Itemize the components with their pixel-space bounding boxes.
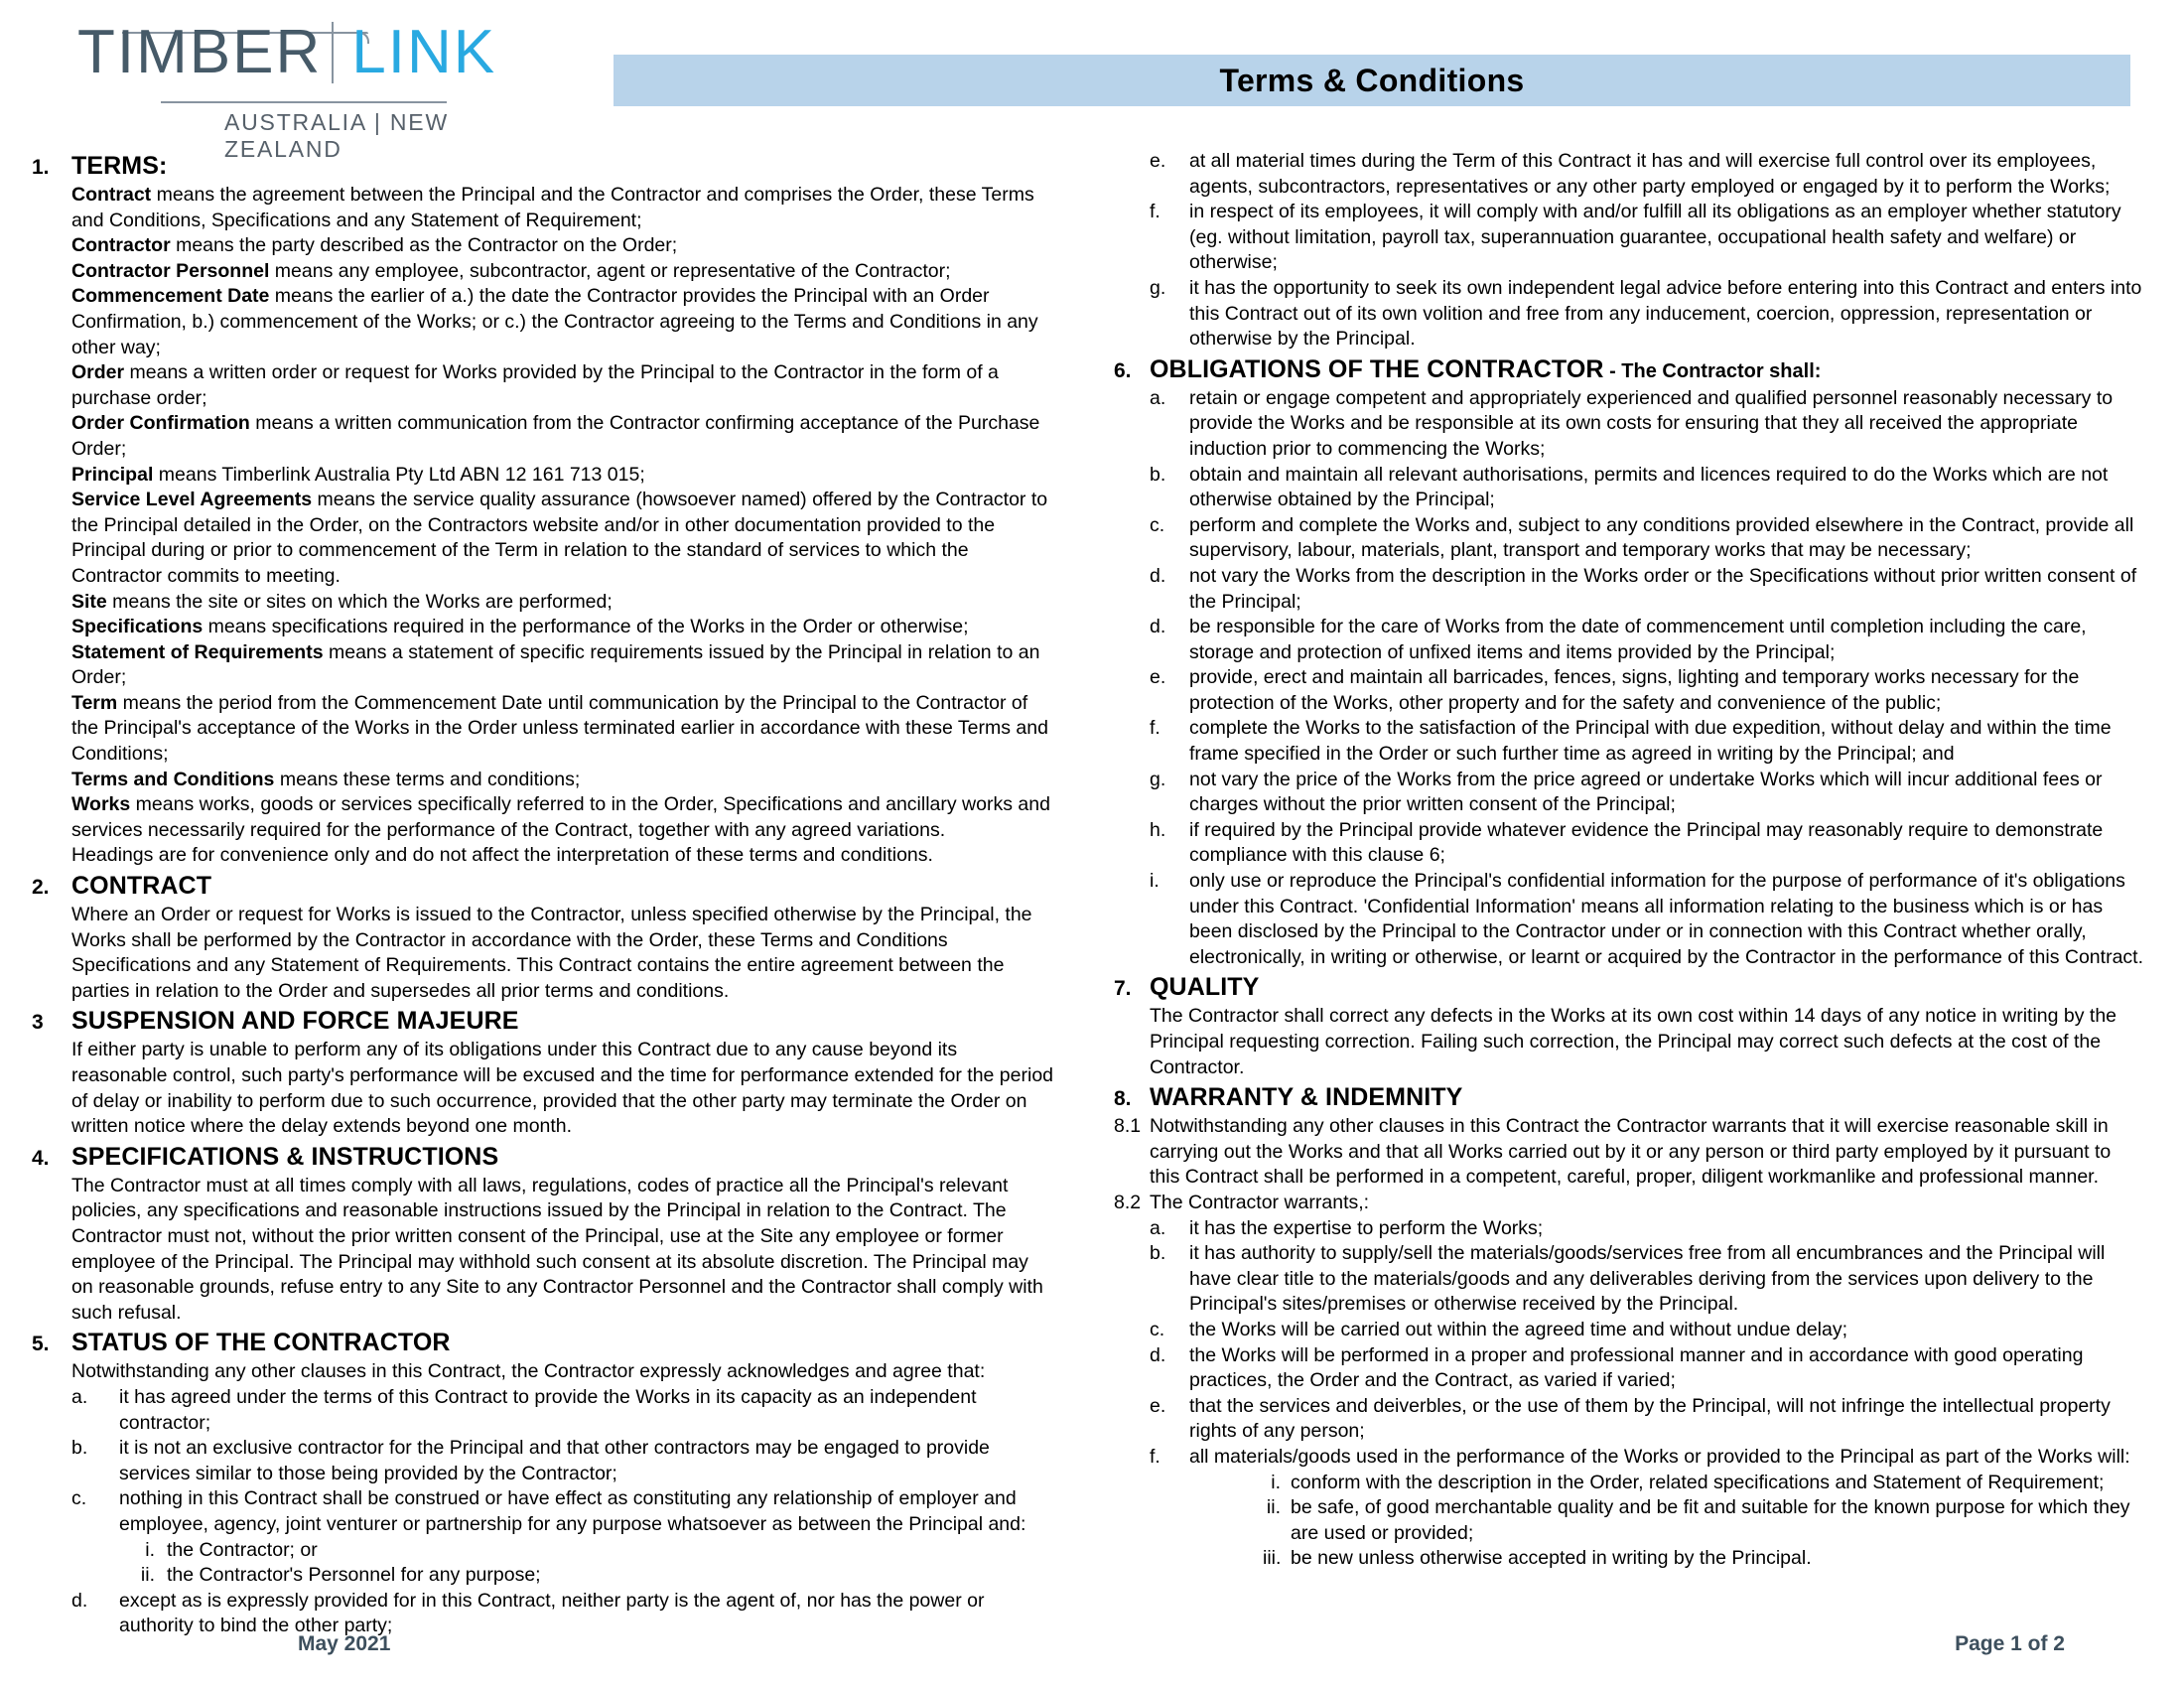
- list-text: that the services and deiverbles, or the use of them by the Principal, will not infringe the intellectual property rights of any person;: [1189, 1394, 2111, 1443]
- definition-order: [71, 360, 1054, 411]
- list-text: only use or reproduce the Principal's confidential information for the purpose of performance of it's obligations under this Contract. 'Confidential Information' means all information relating to the business which is or has been disclosed by the Principal to the Contractor under or in connection with this Contract whether orally, electronically, in writing or otherwise, or learnt or acquired by the Contractor in the performance of this Contract.: [1189, 870, 2143, 968]
- def-text: means a statement of specific requirements issued by the Principal in relation to an Order;: [71, 640, 1040, 689]
- def-term: Statement of Requirements: [71, 640, 324, 663]
- def-term: Specifications: [71, 616, 204, 638]
- def-term: Site: [71, 590, 107, 613]
- footer-page-number: Page 1 of 2: [1955, 1632, 2065, 1655]
- list-text: obtain and maintain all relevant authorisations, permits and licences required to do the Works which are not otherwise obtained by the Principal;: [1189, 463, 2109, 511]
- list-text: it is not an exclusive contractor for the Principal and that other contractors may be engaged to provide services similar to those being provided by the Contractor;: [119, 1437, 990, 1484]
- def-text: means the party described as the Contractor on the Order;: [170, 234, 678, 257]
- list-item: [71, 1486, 1054, 1537]
- list-marker: c.: [1150, 513, 1165, 536]
- logo-wordmark: [77, 18, 504, 89]
- section-6-number: 6.: [1114, 358, 1132, 382]
- list-text: the Contractor's Personnel for any purpose;: [167, 1564, 541, 1587]
- list-item: [71, 1436, 1054, 1486]
- section-5-list: [30, 1385, 1054, 1538]
- section-1-body: [30, 183, 1054, 869]
- list-text: the Works will be carried out within the agreed time and without undue delay;: [1189, 1318, 1848, 1340]
- def-text: means Timberlink Australia Pty Ltd ABN 12 161 713 015;: [153, 463, 645, 486]
- list-marker: b.: [1150, 463, 1166, 486]
- list-marker: e.: [1150, 1394, 1166, 1417]
- def-term: Principal: [71, 463, 154, 486]
- clause-8-1: [1114, 1114, 2144, 1191]
- clause-text: The Contractor warrants,:: [1150, 1191, 1370, 1213]
- list-marker: b.: [71, 1437, 88, 1460]
- section-8-heading: [1114, 1081, 2144, 1114]
- logo-text-link: LINK: [351, 18, 497, 86]
- section-2-body: [30, 903, 1054, 1004]
- definition-contract: [71, 183, 1054, 233]
- section-2-heading: [30, 870, 1054, 903]
- def-term: Order: [71, 361, 125, 384]
- def-text: means these terms and conditions;: [274, 768, 581, 790]
- list-marker: ii.: [1266, 1496, 1281, 1519]
- list-marker: d.: [1150, 564, 1166, 587]
- definition-terms-and-conditions: [71, 768, 1054, 793]
- logo-text-timber: TIMBER: [77, 18, 323, 86]
- def-text: means the site or sites on which the Works are performed;: [106, 590, 613, 613]
- def-term: Terms and Conditions: [71, 768, 275, 790]
- section-5-roman-list: [30, 1538, 1054, 1589]
- def-text: means the period from the Commencement Date until communication by the Principal to the Contractor of the Principal's acceptance of the Works in the Order unless terminated earlier in accordance with these Terms and Conditions;: [71, 691, 1048, 766]
- definition-site: [71, 590, 1054, 616]
- list-item: [1150, 1445, 2144, 1471]
- definition-service-level-agreements: [71, 488, 1054, 589]
- section-7-number: 7.: [1114, 977, 1132, 1001]
- list-text: be new unless otherwise accepted in writing by the Principal.: [1291, 1547, 1812, 1570]
- list-marker: f.: [1150, 201, 1160, 223]
- def-term: Commencement Date: [71, 285, 270, 308]
- list-marker: h.: [1150, 818, 1166, 841]
- list-item: [1150, 716, 2144, 767]
- def-term: Order Confirmation: [71, 412, 250, 435]
- clause-number: 8.2: [1114, 1191, 1142, 1213]
- page-title: Terms & Conditions: [1219, 62, 1525, 98]
- list-item: [1150, 463, 2144, 513]
- section-1-heading: [30, 150, 1054, 183]
- section-2-title: CONTRACT: [71, 872, 212, 901]
- list-item: [1150, 1394, 2144, 1445]
- list-text: be safe, of good merchantable quality and be fit and suitable for the known purpose for which they are used or provided;: [1291, 1496, 2130, 1544]
- def-term: Service Level Agreements: [71, 489, 313, 511]
- list-text: provide, erect and maintain all barricades, fences, signs, lighting and temporary works necessary for the protection of the Works, other property and for the safety and convenience of the public;: [1189, 666, 2080, 714]
- def-term: Contract: [71, 184, 152, 206]
- definition-term: [71, 691, 1054, 768]
- def-text: means works, goods or services specifically referred to in the Order, Specifications and ancillary works and services necessarily required for the performance of the Contract, together with any agreed variations.: [71, 793, 1050, 841]
- list-item: [1263, 1471, 2144, 1496]
- list-item: [1263, 1495, 2144, 1546]
- list-text: except as is expressly provided for in this Contract, neither party is the agent of, nor has the power or authority to bind the other party;: [119, 1589, 985, 1637]
- section-6-title-suffix: - The Contractor shall:: [1603, 359, 1822, 382]
- def-text: means the agreement between the Principal and the Contractor and comprises the Order, these Terms and Conditions, Specifications and any Statement of Requirement;: [71, 184, 1034, 231]
- list-item: [1150, 869, 2144, 970]
- section-7-title: QUALITY: [1150, 973, 1260, 1002]
- list-text: it has authority to supply/sell the materials/goods/services free from all encumbrances and the Principal will have clear title to the materials/goods and any deliverables deriving from the services upon delivery to the Principal's sites/premises or otherwise received by the Principal.: [1189, 1242, 2106, 1316]
- section-6-list: [1114, 386, 2144, 971]
- list-text: retain or engage competent and appropriately experienced and qualified personnel reasonably necessary to provide the Works and be responsible at its own costs for ensuring that they all received the appropriate induction prior to commencing the Works;: [1189, 386, 2114, 460]
- definition-contractor: [71, 233, 1054, 259]
- section-1-title: TERMS:: [71, 152, 168, 180]
- section-5-intro: Notwithstanding any other clauses in this Contract, the Contractor expressly acknowledges and agree that:: [71, 1360, 986, 1383]
- section-3-number: 3: [32, 1011, 44, 1035]
- document-body: [0, 149, 2184, 1639]
- section-8-title: WARRANTY & INDEMNITY: [1150, 1083, 1463, 1112]
- section-5-title: STATUS OF THE CONTRACTOR: [71, 1329, 451, 1357]
- list-marker: g.: [1150, 276, 1166, 299]
- list-text: in respect of its employees, it will comply with and/or fulfill all its obligations as an employer whether statutory (eg. without limitation, payroll tax, superannuation guarantee, occupational health safety and welfare) or otherwise;: [1189, 201, 2121, 274]
- section-8-number: 8.: [1114, 1087, 1132, 1111]
- list-marker: a.: [71, 1385, 88, 1408]
- definition-works: [71, 792, 1054, 843]
- list-marker: e.: [1150, 150, 1166, 172]
- section-4-heading: [30, 1141, 1054, 1174]
- list-marker: a.: [1150, 1216, 1166, 1239]
- definition-order-confirmation: [71, 411, 1054, 462]
- def-text: means specifications required in the performance of the Works in the Order or otherwise;: [203, 616, 969, 638]
- section-1-closing: Headings are for convenience only and do not affect the interpretation of these terms and conditions.: [71, 844, 933, 867]
- logo-tagline: AUSTRALIA | NEW ZEALAND: [224, 109, 449, 162]
- def-term: Term: [71, 691, 118, 714]
- section-8-2-f-roman-list: [1114, 1471, 2144, 1572]
- list-text: it has agreed under the terms of this Contract to provide the Works in its capacity as an independent contractor;: [119, 1385, 977, 1434]
- list-marker: i.: [145, 1538, 155, 1561]
- list-item: [1150, 818, 2144, 869]
- list-text: complete the Works to the satisfaction of the Principal with due expedition, without delay and within the time frame specified in the Order or such further time as agreed in writing by the Principal; and: [1189, 717, 2112, 766]
- definition-specifications: [71, 615, 1054, 640]
- list-item: [1150, 276, 2144, 352]
- list-marker: d.: [1150, 616, 1166, 638]
- list-marker: f.: [1150, 1445, 1160, 1468]
- list-text: not vary the price of the Works from the price agreed or undertake Works which will incur additional fees or charges without the prior written consent of the Principal;: [1189, 768, 2103, 816]
- section-4-text: The Contractor must at all times comply with all laws, regulations, codes of practice all the Principal's relevant policies, any specifications and reasonable instructions issued by the Principal in relation to the Contract. The Contractor must not, without the prior written consent of the Principal, use at the Site any employee or former employee of the Principal. The Principal may withhold such consent at its absolute discretion. The Principal may on reasonable grounds, refuse entry to any Site to any Contractor Personnel and the Contractor shall comply with such refusal.: [71, 1174, 1043, 1324]
- list-marker: iii.: [1263, 1547, 1282, 1570]
- def-text: means the service quality assurance (howsoever named) offered by the Contractor to the Principal detailed in the Order, on the Contractors website and/or in other documentation provided to the Principal during or prior to commencement of the Term in relation to the standard of services to which the Contractor commits to meeting.: [71, 489, 1048, 587]
- list-text: the Works will be performed in a proper and professional manner and in accordance with good operating practices, the Order and the Contract, as varied if varied;: [1189, 1343, 2084, 1392]
- section-8-2-list: [1114, 1216, 2144, 1471]
- right-column: [1092, 149, 2184, 1639]
- page-header: [0, 0, 2184, 162]
- logo-bottom-rule: [161, 101, 447, 103]
- list-text: be responsible for the care of Works from the date of commencement until completion including the care, storage and protection of unfixed items and items provided by the Principal;: [1189, 616, 2087, 663]
- list-marker: a.: [1150, 386, 1166, 409]
- def-text: means a written communication from the Contractor confirming acceptance of the Purchase Order;: [71, 412, 1040, 460]
- list-item: [1150, 1318, 2144, 1343]
- section-3-heading: [30, 1005, 1054, 1038]
- section-5-number: 5.: [32, 1333, 50, 1356]
- section-7-heading: [1114, 971, 2144, 1004]
- list-marker: c.: [1150, 1318, 1165, 1340]
- list-marker: c.: [71, 1487, 87, 1510]
- definition-statement-of-requirements: [71, 640, 1054, 691]
- list-item: [1150, 665, 2144, 716]
- list-marker: b.: [1150, 1242, 1166, 1265]
- section-5-intro-wrap: [30, 1359, 1054, 1385]
- list-text: perform and complete the Works and, subject to any conditions provided elsewhere in the Contract, provide all supervisory, labour, materials, plant, transport and temporary works that may be necessary;: [1189, 513, 2134, 562]
- list-item: [1150, 615, 2144, 665]
- list-item: [137, 1563, 1054, 1589]
- section-6-title: OBLIGATIONS OF THE CONTRACTOR: [1150, 354, 1604, 383]
- list-marker: i.: [1150, 870, 1160, 893]
- definition-principal: [71, 463, 1054, 489]
- list-marker: ii.: [140, 1564, 155, 1587]
- list-item: [1150, 768, 2144, 818]
- definition-contractor-personnel: [71, 259, 1054, 285]
- section-3-body: [30, 1038, 1054, 1139]
- title-banner: [614, 55, 2130, 106]
- def-term: Works: [71, 793, 131, 816]
- footer-date: May 2021: [298, 1632, 391, 1655]
- list-text: nothing in this Contract shall be construed or have effect as constituting any relationship of employer and employee, agency, joint venturer or partnership for any purpose whatsoever as between the Principal and:: [119, 1487, 1026, 1535]
- list-text: if required by the Principal provide whatever evidence the Principal may reasonably require to demonstrate compliance with this clause 6;: [1189, 818, 2104, 867]
- list-text: at all material times during the Term of this Contract it has and will exercise full control over its employees, agents, subcontractors, representatives or any other party employed or engaged by it to perform the Works;: [1189, 150, 2111, 198]
- def-term: Contractor: [71, 234, 171, 257]
- list-marker: f.: [1150, 717, 1160, 740]
- def-text: means a written order or request for Works provided by the Principal to the Contractor in the form of a purchase order;: [71, 361, 999, 409]
- list-text: all materials/goods used in the performance of the Works or provided to the Principal as part of the Works will:: [1189, 1445, 2130, 1468]
- section-4-body: [30, 1174, 1054, 1327]
- list-text: the Contractor; or: [167, 1538, 318, 1561]
- section-2-text: Where an Order or request for Works is issued to the Contractor, unless specified otherwise by the Principal, the Works shall be performed by the Contractor in accordance with the Order, these Terms and Conditions Specifications and any Statement of Requirements. This Contract contains the entire agreement between the parties in relation to the Order and supersedes all prior terms and conditions.: [71, 904, 1032, 1002]
- def-text: means the earlier of a.) the date the Contractor provides the Principal with an Order Confirmation, b.) commencement of the Works; or c.) the Contractor agreeing to the Terms and Conditions in any other way;: [71, 285, 1038, 358]
- left-column: [0, 149, 1092, 1639]
- list-item: [1150, 149, 2144, 200]
- list-item: [137, 1538, 1054, 1564]
- list-marker: e.: [1150, 666, 1166, 689]
- section-3-text: If either party is unable to perform any of its obligations under this Contract due to any cause beyond its reasonable control, such party's performance will be excused and the time for performance extended for the period of delay or inability to perform due to such occurrence, provided that the other party may terminate the Order on written notice where the delay extends beyond one month.: [71, 1039, 1054, 1138]
- clause-text: Notwithstanding any other clauses in this Contract the Contractor warrants that it will exercise reasonable skill in carrying out the Works and that all Works carried out by it or any person or third party employed by it pursuant to this Contract shall be performed in a competent, careful, proper, diligent workmanlike and professional manner.: [1150, 1115, 2112, 1189]
- definition-commencement-date: [71, 284, 1054, 360]
- clause-number: 8.1: [1114, 1115, 1142, 1138]
- list-text: not vary the Works from the description in the Works order or the Specifications without prior written consent of the Principal;: [1189, 564, 2137, 613]
- list-marker: g.: [1150, 768, 1166, 790]
- section-1-number: 1.: [32, 156, 50, 179]
- section-6-heading: [1114, 353, 2144, 386]
- list-item: [1150, 1241, 2144, 1318]
- section-2-number: 2.: [32, 876, 50, 900]
- list-item: [1150, 1216, 2144, 1242]
- list-item: [1150, 513, 2144, 564]
- list-marker: i.: [1271, 1471, 1281, 1493]
- logo-divider-bracket: [322, 18, 351, 87]
- section-6-title-wrap: [1150, 353, 1821, 386]
- section-5-heading: [30, 1327, 1054, 1359]
- list-text: it has the expertise to perform the Works;: [1189, 1216, 1544, 1239]
- list-item: [1150, 200, 2144, 276]
- def-text: means any employee, subcontractor, agent or representative of the Contractor;: [269, 259, 951, 282]
- page-footer: [0, 1632, 2184, 1656]
- list-item: [1150, 386, 2144, 463]
- section-7-body: [1114, 1004, 2144, 1080]
- list-item: [71, 1385, 1054, 1436]
- list-text: it has the opportunity to seek its own independent legal advice before entering into this Contract and enters into this Contract out of its own volition and free from any inducement, coercion, oppression, representation or otherwise by the Principal.: [1189, 276, 2142, 351]
- def-term: Contractor Personnel: [71, 259, 270, 282]
- list-marker: d.: [1150, 1343, 1166, 1366]
- section-5-continued-list: [1114, 149, 2144, 352]
- list-item: [1150, 564, 2144, 615]
- list-text: conform with the description in the Order, related specifications and Statement of Requirement;: [1291, 1471, 2105, 1493]
- section-4-number: 4.: [32, 1146, 50, 1170]
- list-item: [1263, 1546, 2144, 1572]
- section-3-title: SUSPENSION AND FORCE MAJEURE: [71, 1007, 519, 1036]
- section-7-text: The Contractor shall correct any defects in the Works at its own cost within 14 days of any notice in writing by the Principal requesting correction. Failing such correction, the Principal may correct such defects at the cost of the Contractor.: [1150, 1005, 2117, 1078]
- list-marker: d.: [71, 1589, 88, 1612]
- list-item: [1150, 1343, 2144, 1394]
- clause-8-2: [1114, 1191, 2144, 1216]
- section-4-title: SPECIFICATIONS & INSTRUCTIONS: [71, 1142, 499, 1171]
- timberlink-logo: [77, 18, 504, 162]
